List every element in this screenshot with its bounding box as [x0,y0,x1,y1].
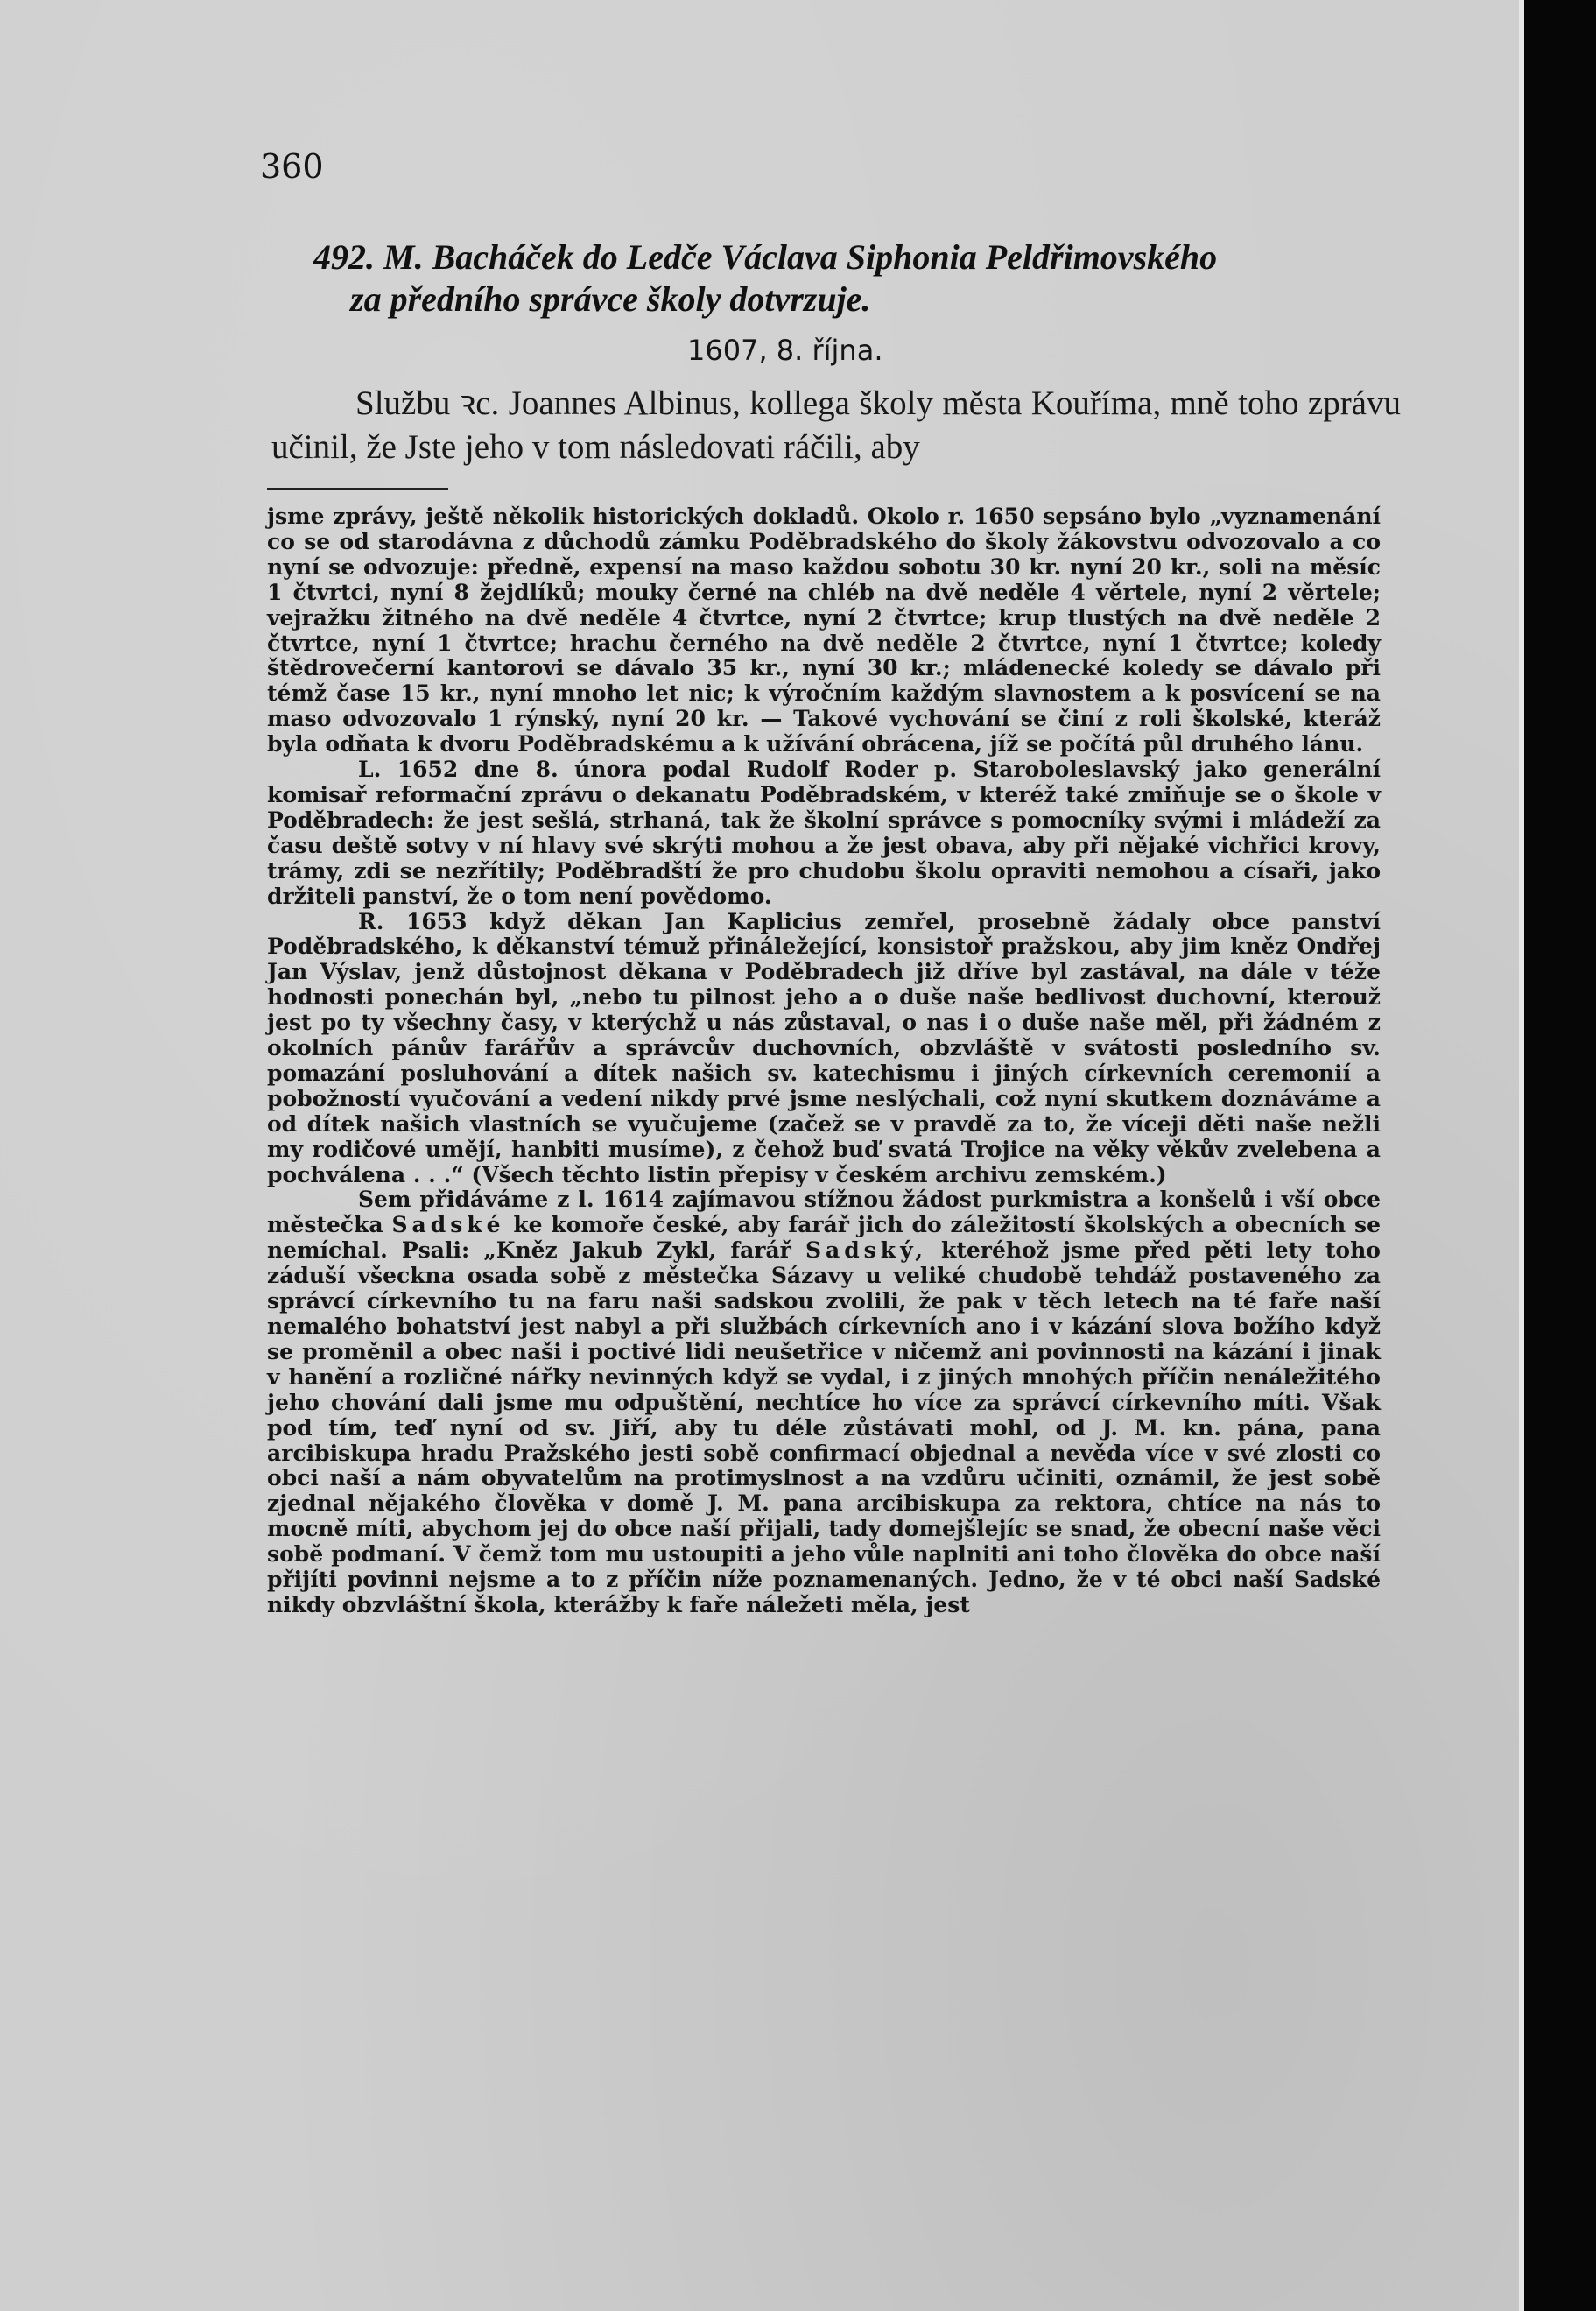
footnote-divider [267,488,448,490]
heading-line-2: za předního správce školy dotvrzuje. [350,279,871,319]
footnote-paragraph-2: L. 1652 dne 8. února podal Rudolf Roder p. Staroboleslavský jako generální komisař reformační zprávu o dekanatu Poděbradském, v kteréž také zmiňuje se o škole v Poděbradech: že jest sešlá, strhaná, tak že školní správce s pomocníky svými i mládeží za času deště sotvy v ní hlavy své skrýti mohou a že jest obava, aby při nějaké vichřici krovy, trámy, zdi se nezřítily; Poděbradští že pro chudobu školu opraviti nemohou a císaři, jako držiteli panství, že o tom není povědomo. [267,757,1381,909]
letter-date: 1607, 8. října. [687,334,883,367]
scan-border [1524,0,1596,2311]
letter-heading [313,236,1460,321]
paragraph-4-start: Sem přidáváme z l. 1614 zajímavou stížnou žádost purkmistra a konšelů i vší obce městečka [267,1187,1381,1238]
town-name-sadsky: Sadský, [805,1237,927,1264]
footnote-paragraph-1: jsme zprávy, ještě několik historických dokladů. Okolo r. 1650 sepsáno bylo „vyznamenání co se od starodávna z důchodů zámku Poděbradského do školy žákovstvu odvozovalo a co nyní se odvozuje: předně, expensí na maso každou sobotu 30 kr. nyní 20 kr., soli na měsíc 1 čtvrtci, nyní 8 žejdlíků; mouky černé na chléb na dvě neděle 4 věrtele, nyní 2 věrtele; vejražku žitného na dvě neděle 4 čtvrtce, nyní 2 čtvrtce; krup tlustých na dvě neděle 2 čtvrtce, nyní 1 čtvrtce; hrachu černého na dvě neděle 2 čtvrtce, nyní 1 čtvrtce; koledy štědrovečerní kantorovi se dávalo 35 kr., nyní 30 kr.; mládenecké koledy se dávalo při témž čase 15 kr., nyní mnoho let nic; k výročním každým slavnostem a k posvícení se na maso odvozovalo 1 rýnský, nyní 20 kr. — Takové vychování se činí z roli školské, kteráž byla odňata k dvoru Poděbradskému a k užívání obrácena, jíž se počítá půl druhého lánu. [267,504,1381,757]
footnote-block [267,504,1381,1618]
heading-line-1: 492. M. Bacháček do Ledče Václava Siphonia Peldřimovského [313,237,1218,277]
footnote-paragraph-3: R. 1653 když děkan Jan Kaplicius zemřel, prosebně žádaly obce panství Poděbradského, k děkanství témuž přináležející, konsistoř pražskou, aby jim kněz Ondřej Jan Výslav, jenž důstojnost děkana v Poděbradech již dříve byl zastával, na dále v téže hodnosti ponechán byl, „nebo tu pilnost jeho a o duše naše bedlivost duchovní, kterouž jest po ty všechny časy, v kterýchž u nás zůstaval, o nas i o duše naše měl, při žádném z okolních pánův farářův a správcův duchovních, obzvláště v svátosti posledního sv. pomazání posluhování a dítek našich sv. katechismu i jiných církevních ceremonií a pobožností vyučování a vedení nikdy prvé jsme neslýchali, což nyní skutkem doznáváme a od dítek našich vlastních se vyučujeme (začež se v pravdě za to, že víceji děti naše nežli my rodičové umějí, hanbiti musíme), z čehož buď svatá Trojice na věky věkův zvelebena a pochválena . . .“ (Všech těchto listin přepisy v českém archivu zemském.) [267,908,1381,1187]
letter-body-text: Službu ꝛc. Joannes Albinus, kollega školy města Kouříma, mně toho zprávu učinil, že Jste jeho v tom následovati ráčili, aby [271,384,1401,466]
paragraph-4-middle: ke komoře české, aby farář jich do záležitostí školských a obecních se nemíchal. Psali: „Kněz Jakub Zykl, farář [267,1212,1381,1264]
page-number: 360 [260,147,324,186]
paragraph-4-end: kteréhož jsme před pěti lety toho záduší všeckna osada sobě z městečka Sázavy u veliké chudobě tehdáž postaveného za správcí církevního tu na faru naši sadskou zvolili, že pak v těch letech na té faře naší nemalého bohatství jest nabyl a při službách církevních ano i v kázání slova božího když se proměnil a obec naši i poctivé lidi neušetřice v ničemž ani povinnosti na kázání i jinak v hanění a rozličné nářky nevinných když se vydal, i z jiných mnohých příčin nenáležitého jeho chování dali jsme mu odpuštění, nechtíce ho více za správcí církevního míti. Však pod tím, teď nyní od sv. Jiří, aby tu déle zůstávati mohl, od J. M. kn. pána, pana arcibiskupa hradu Pražského jesti sobě confirmací objednal a nevěda více v své zlosti co obci naší a nám obyvatelům na protimyslnost a na vzdůru učiniti, oznámil, že jest sobě zjednal nějakého člověka v domě J. M. pana arcibiskupa za rektora, chtíce na nás to mocně míti, abychom jej do obce naší přijali, tady domejšlejíc se snad, že obecní naše věci sobě podmaní. V čemž tom mu ustoupiti a jeho vůle naplniti ani toho člověka do obce naší přijíti povinni nejsme a to z příčin níže poznamenaných. Jedno, že v té obci naší Sadské nikdy obzvláštní škola, kterážby k faře náležeti měla, jest [267,1237,1381,1617]
letter-body [271,382,1401,469]
footnote-paragraph-4 [267,1187,1381,1617]
town-name-sadske: Sadské [391,1212,505,1238]
